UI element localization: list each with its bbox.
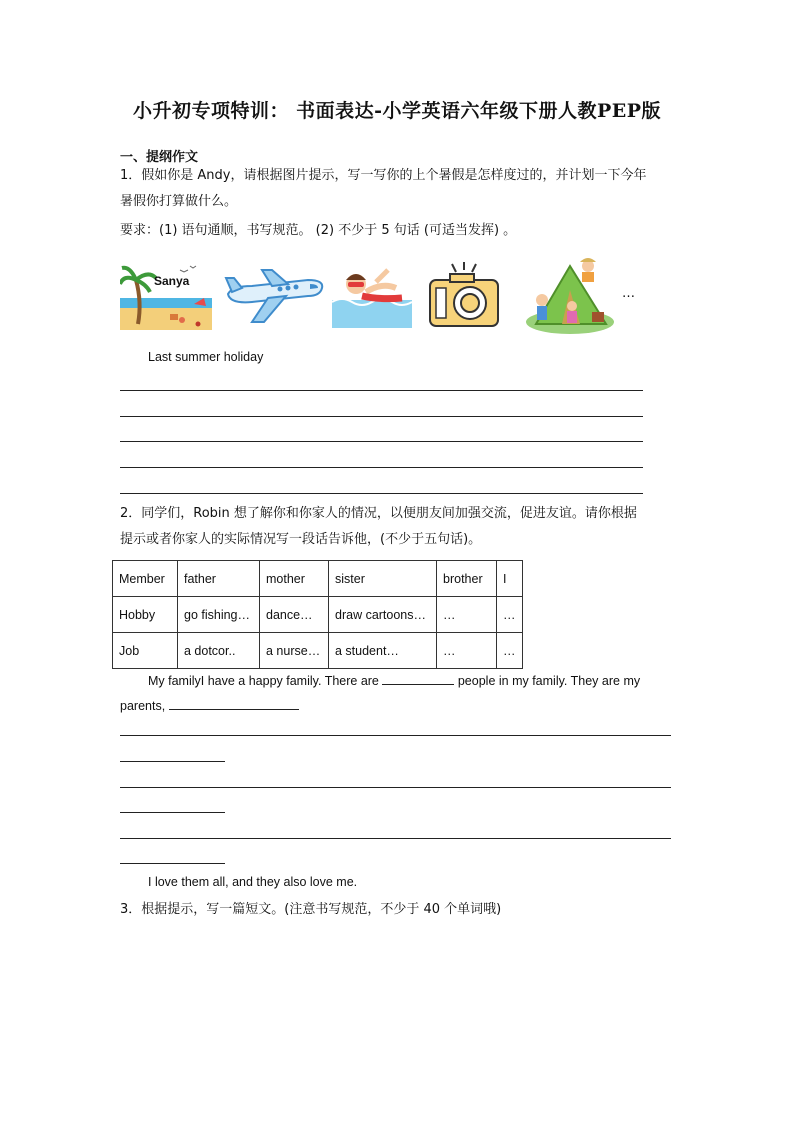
question-2-line-1: 2．同学们，Robin 想了解你和你家人的情况，以便朋友间加强交流，促进友谊。请你根据 <box>120 506 637 521</box>
table-row <box>113 633 523 669</box>
question-1-line-1: 1．假如你是 Andy，请根据图片提示，写一写你的上个暑假是怎样度过的，并计划一下今年 <box>120 168 647 183</box>
writing-line[interactable] <box>120 761 225 762</box>
writing-line[interactable] <box>120 441 643 442</box>
parents-blank[interactable] <box>169 695 299 710</box>
question-2-line-2: 提示或者你家人的实际情况写一段话告诉他，(不少于五句话)。 <box>120 532 482 547</box>
requirement-text: 要求：(1) 语句通顺，书写规范。 (2) 不少于 5 句话 (可适当发挥) 。 <box>120 223 517 238</box>
table-cell: a nurse… <box>260 633 329 669</box>
passage-line-2 <box>120 695 299 713</box>
question-1-line-2: 暑假你打算做什么。 <box>120 194 238 209</box>
passage-part-1: My familyI have a happy family. There are <box>148 674 379 688</box>
table-cell: a student… <box>329 633 437 669</box>
pictures-ellipsis: … <box>622 286 635 301</box>
passage-part-3: parents, <box>120 699 166 713</box>
camera-icon <box>426 260 502 330</box>
table-cell: mother <box>260 561 329 597</box>
table-cell: Hobby <box>113 597 178 633</box>
table-cell: a dotcor.. <box>178 633 260 669</box>
writing-line[interactable] <box>120 735 671 736</box>
writing-line[interactable] <box>120 493 643 494</box>
airplane-icon <box>222 264 326 326</box>
beach-icon <box>120 262 212 330</box>
page-title: 小升初专项特训： 书面表达-小学英语六年级下册人教PEP版 <box>132 100 662 122</box>
people-count-blank[interactable] <box>382 670 454 685</box>
question-3-text: 3．根据提示，写一篇短文。(注意书写规范，不少于 40 个单词哦) <box>120 902 502 917</box>
table-cell: brother <box>437 561 497 597</box>
swimmer-icon <box>332 262 412 328</box>
section-heading: 一、提纲作文 <box>120 150 199 165</box>
writing-line[interactable] <box>120 838 671 839</box>
table-row <box>113 561 523 597</box>
table-cell: I <box>497 561 523 597</box>
table-cell: … <box>497 633 523 669</box>
table-cell: go fishing… <box>178 597 260 633</box>
table-cell: draw cartoons… <box>329 597 437 633</box>
table-cell: … <box>497 597 523 633</box>
tent-icon <box>522 250 618 336</box>
writing-start-text: Last summer holiday <box>148 350 264 364</box>
passage-line-1 <box>148 670 640 688</box>
table-row <box>113 597 523 633</box>
writing-line[interactable] <box>120 416 643 417</box>
table-cell: father <box>178 561 260 597</box>
writing-line[interactable] <box>120 390 643 391</box>
writing-line[interactable] <box>120 467 643 468</box>
table-cell: … <box>437 633 497 669</box>
writing-line[interactable] <box>120 787 671 788</box>
beach-label: Sanya <box>154 274 190 288</box>
table-cell: Member <box>113 561 178 597</box>
table-cell: Job <box>113 633 178 669</box>
writing-line[interactable] <box>120 812 225 813</box>
closing-sentence: I love them all, and they also love me. <box>148 875 358 889</box>
table-cell: sister <box>329 561 437 597</box>
table-cell: dance… <box>260 597 329 633</box>
family-info-table <box>112 560 523 669</box>
passage-part-2: people in my family. They are my <box>457 674 641 688</box>
table-cell: … <box>437 597 497 633</box>
writing-line[interactable] <box>120 863 225 864</box>
